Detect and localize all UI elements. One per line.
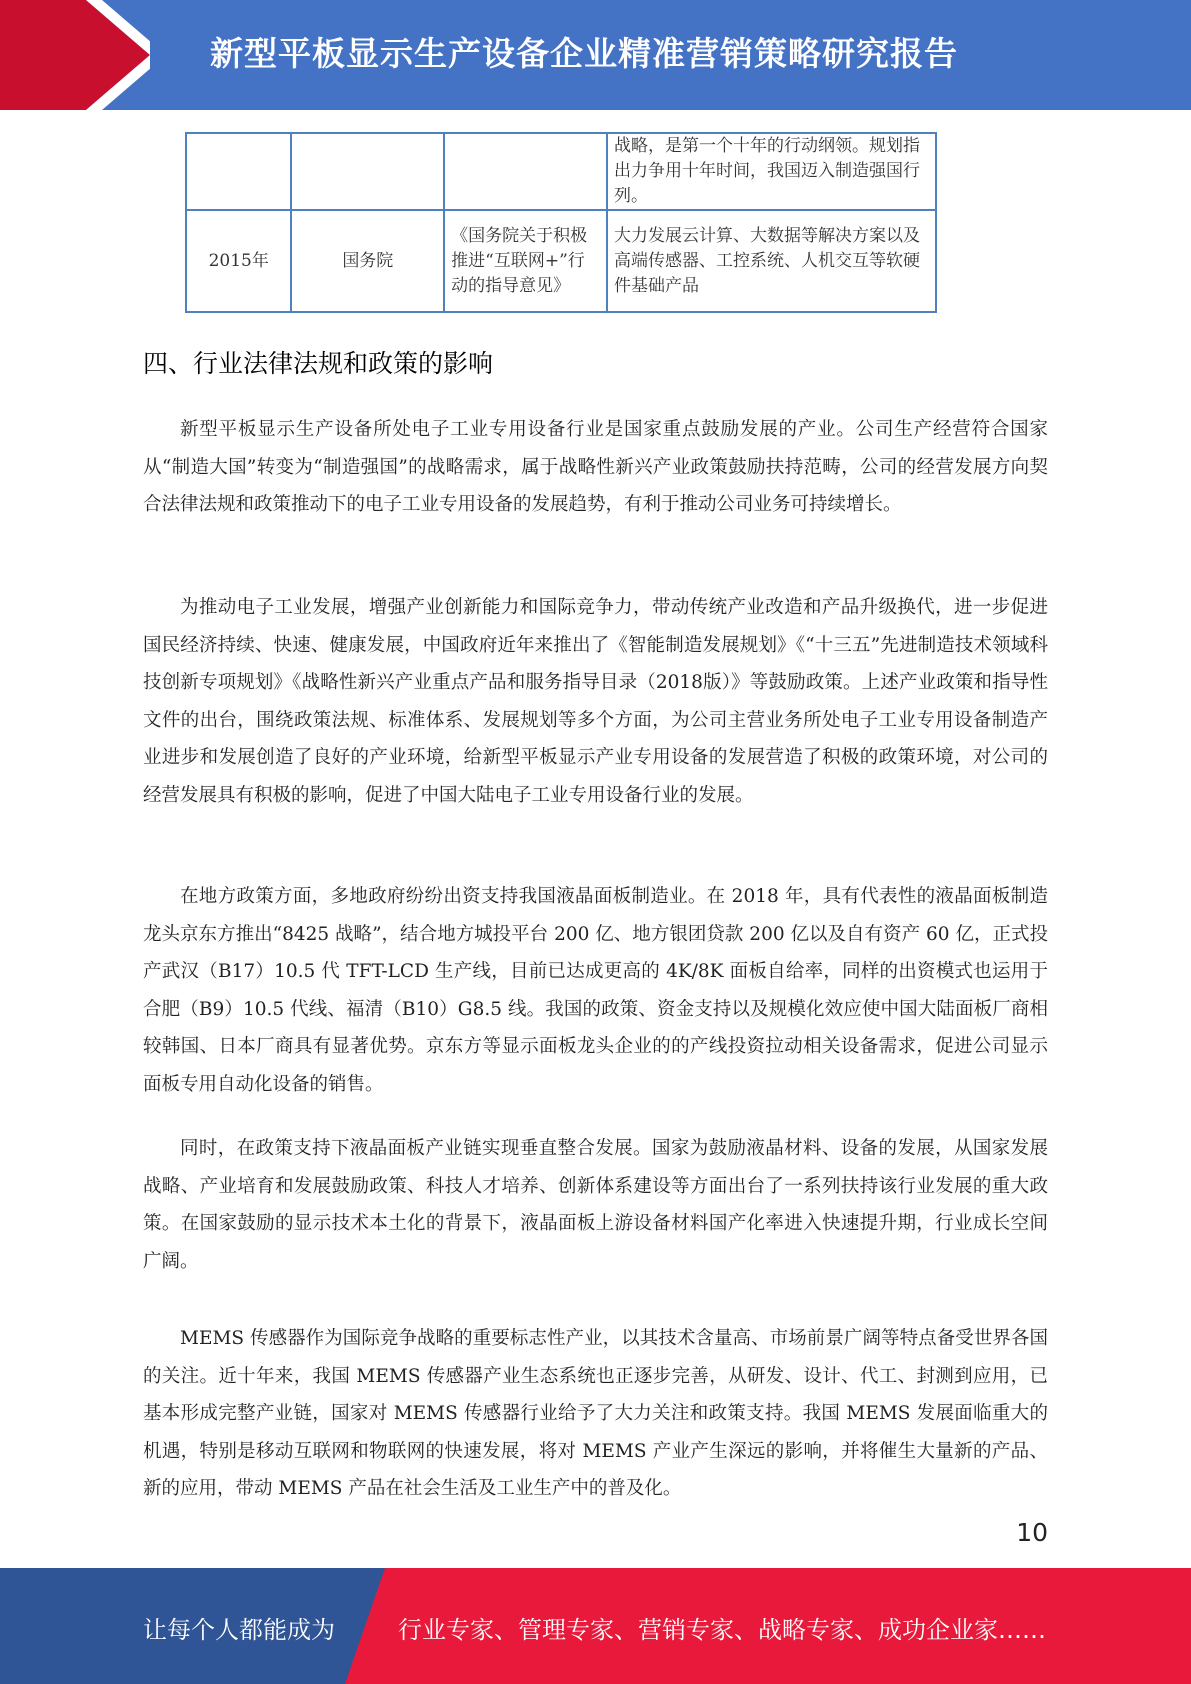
report-title: 新型平板显示生产设备企业精准营销策略研究报告 <box>210 34 958 73</box>
page-number: 10 <box>1016 1518 1048 1547</box>
body-paragraph: 为推动电子工业发展，增强产业创新能力和国际竞争力，带动传统产业改造和产品升级换代，进一步促进国民经济持续、快速、健康发展，中国政府近年来推出了《智能制造发展规划》《“十三五”先进制造技术领域科技创新专项规划》《战略性新兴产业重点产品和服务指导目录（2018版）》等鼓励政策。上述产业政策和指导性文件的出台，围绕政策法规、标准体系、发展规划等多个方面，为公司主营业务所处电子工业专用设备制造产业进步和发展创造了良好的产业环境，给新型平板显示产业专用设备的发展营造了积极的政策环境，对公司的经营发展具有积极的影响，促进了中国大陆电子工业专用设备行业的发展。 <box>143 597 1048 806</box>
footer-slogan-right: 行业专家、管理专家、营销专家、战略专家、成功企业家…… <box>398 1616 1046 1644</box>
body-paragraph: 在地方政策方面，多地政府纷纷出资支持我国液晶面板制造业。在 2018 年，具有代表性的液晶面板制造龙头京东方推出“8425 战略”，结合地方城投平台 200 亿、地方银团贷款 200 亿以及自有资产 60 亿，正式投产武汉（B17）10.5 代 TFT-LCD 生产线，目前已达成更高的 4K/8K 面板自给率，同样的出资模式也运用于合肥（B9）10.5 代线、福清（B10）G8.5 线。我国的政策、资金支持以及规模化效应使中国大陆面板厂商相较韩国、日本厂商具有显著优势。京东方等显示面板龙头企业的的产线投资拉动相关设备需求，促进公司显示面板专用自动化设备的销售。 <box>143 886 1048 1095</box>
table-row <box>186 210 936 312</box>
issuer-cell: 国务院 <box>291 210 444 312</box>
document-cell <box>444 133 607 210</box>
table-row <box>186 133 936 210</box>
issuer-cell <box>291 133 444 210</box>
content-cell: 战略，是第一个十年的行动纲领。规划指出力争用十年时间，我国迈入制造强国行列。 <box>607 133 936 210</box>
page-footer <box>0 1568 1191 1684</box>
footer-slogan-left: 让每个人都能成为 <box>143 1616 335 1644</box>
header-arrow-decoration <box>0 0 150 110</box>
year-cell <box>186 133 291 210</box>
policy-table <box>185 132 937 313</box>
body-paragraph: MEMS 传感器作为国际竞争战略的重要标志性产业，以其技术含量高、市场前景广阔等特点备受世界各国的关注。近十年来，我国 MEMS 传感器产业生态系统也正逐步完善，从研发、设计、代工、封测到应用，已基本形成完整产业链，国家对 MEMS 传感器行业给予了大力关注和政策支持。我国 MEMS 发展面临重大的机遇，特别是移动互联网和物联网的快速发展，将对 MEMS 产业产生深远的影响，并将催生大量新的产品、新的应用，带动 MEMS 产品在社会生活及工业生产中的普及化。 <box>143 1328 1048 1499</box>
page-header <box>0 0 1191 110</box>
content-cell: 大力发展云计算、大数据等解决方案以及高端传感器、工控系统、人机交互等软硬件基础产品 <box>607 210 936 312</box>
document-cell: 《国务院关于积极推进“互联网+”行动的指导意见》 <box>444 210 607 312</box>
body-paragraph: 同时，在政策支持下液晶面板产业链实现垂直整合发展。国家为鼓励液晶材料、设备的发展，从国家发展战略、产业培育和发展鼓励政策、科技人才培养、创新体系建设等方面出台了一系列扶持该行业发展的重大政策。在国家鼓励的显示技术本土化的背景下，液晶面板上游设备材料国产化率进入快速提升期，行业成长空间广阔。 <box>143 1138 1048 1272</box>
body-paragraph: 新型平板显示生产设备所处电子工业专用设备行业是国家重点鼓励发展的产业。公司生产经营符合国家从“制造大国”转变为“制造强国”的战略需求，属于战略性新兴产业政策鼓励扶持范畴，公司的经营发展方向契合法律法规和政策推动下的电子工业专用设备的发展趋势，有利于推动公司业务可持续增长。 <box>143 419 1048 515</box>
year-cell: 2015年 <box>186 210 291 312</box>
section-heading: 四、行业法律法规和政策的影响 <box>143 349 494 378</box>
